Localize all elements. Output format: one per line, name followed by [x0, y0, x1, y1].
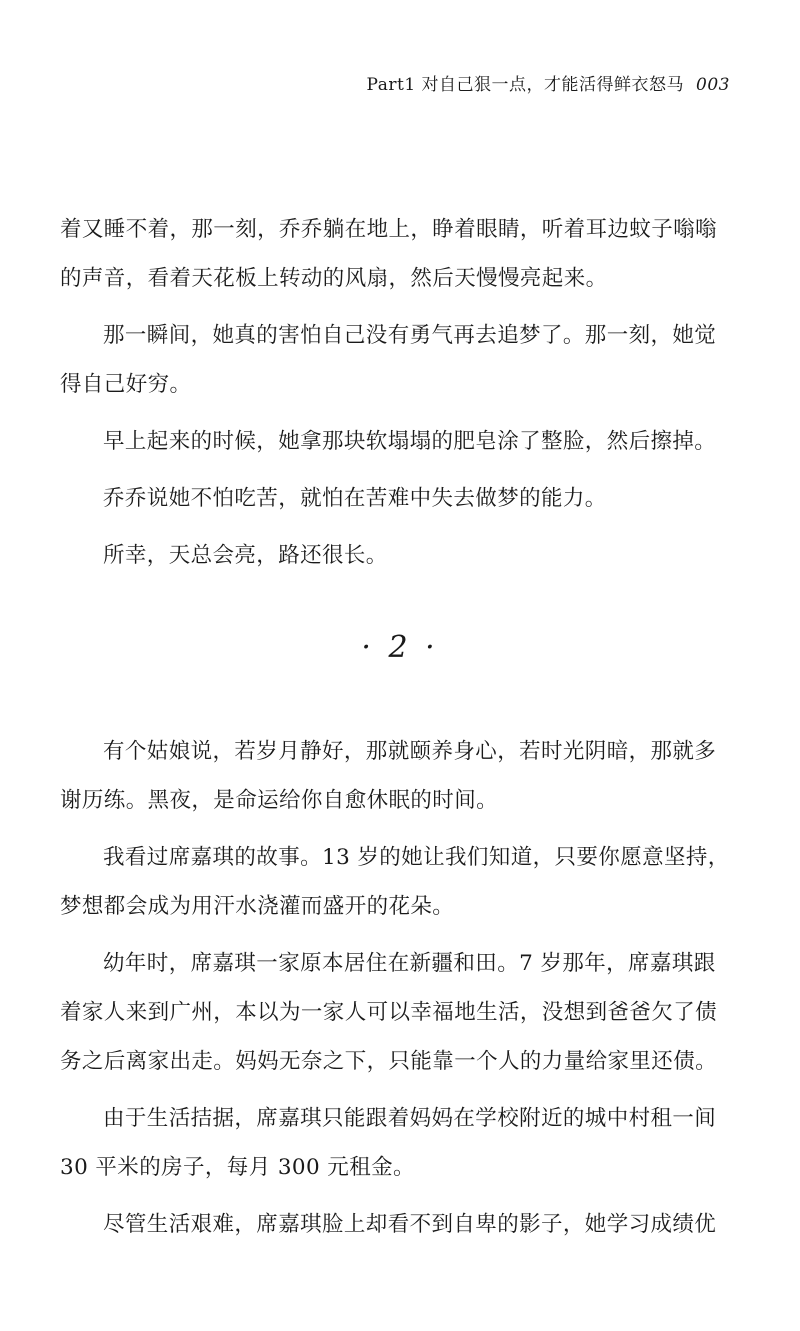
- body-text-upper: [60, 205, 740, 580]
- paragraph: [60, 531, 740, 580]
- paragraph: [60, 1094, 740, 1192]
- text-line: 尽管生活艰难，席嘉琪脸上却看不到自卑的影子，她学习成绩优: [103, 1212, 717, 1237]
- text-line: 着又睡不着，那一刻，乔乔躺在地上，睁着眼睛，听着耳边蚊子嗡嗡: [60, 217, 718, 242]
- paragraph: [60, 417, 740, 466]
- text-line: 务之后离家出走。妈妈无奈之下，只能靠一个人的力量给家里还债。: [60, 1049, 718, 1074]
- body-text-lower: [60, 727, 740, 1249]
- text-line: 着家人来到广州，本以为一家人可以幸福地生活，没想到爸爸欠了债: [60, 1000, 718, 1025]
- paragraph: [60, 939, 740, 1086]
- text-line: 所幸，天总会亮，路还很长。: [103, 543, 388, 568]
- text-line: 乔乔说她不怕吃苦，就怕在苦难中失去做梦的能力。: [103, 486, 607, 511]
- text-line: 得自己好穷。: [60, 372, 192, 397]
- paragraph: [60, 474, 740, 523]
- paragraph: [60, 205, 740, 303]
- text-line: 幼年时，席嘉琪一家原本居住在新疆和田。7 岁那年，席嘉琪跟: [103, 951, 716, 976]
- text-line: 30 平米的房子，每月 300 元租金。: [60, 1155, 415, 1180]
- paragraph: [60, 833, 740, 931]
- text-line: 由于生活拮据，席嘉琪只能跟着妈妈在学校附近的城中村租一间: [103, 1106, 717, 1131]
- text-line: 早上起来的时候，她拿那块软塌塌的肥皂涂了整脸，然后擦掉。: [103, 429, 717, 454]
- section-number: · 2 ·: [361, 630, 439, 665]
- text-line: 有个姑娘说，若岁月静好，那就颐养身心，若时光阴暗，那就多: [103, 739, 717, 764]
- text-line: 的声音，看着天花板上转动的风扇，然后天慢慢亮起来。: [60, 266, 608, 291]
- text-line: 那一瞬间，她真的害怕自己没有勇气再去追梦了。那一刻，她觉: [103, 323, 717, 348]
- page-number: 003: [696, 75, 730, 95]
- text-line: 谢历练。黑夜，是命运给你自愈休眠的时间。: [60, 788, 499, 813]
- text-line: 梦想都会成为用汗水浇灌而盛开的花朵。: [60, 894, 455, 919]
- paragraph: [60, 727, 740, 825]
- paragraph: [60, 1200, 740, 1249]
- chapter-title: Part1 对自己狠一点，才能活得鲜衣怒马: [366, 75, 685, 95]
- running-header: [367, 70, 730, 95]
- text-line: 我看过席嘉琪的故事。13 岁的她让我们知道，只要你愿意坚持，: [103, 845, 730, 870]
- paragraph: [60, 311, 740, 409]
